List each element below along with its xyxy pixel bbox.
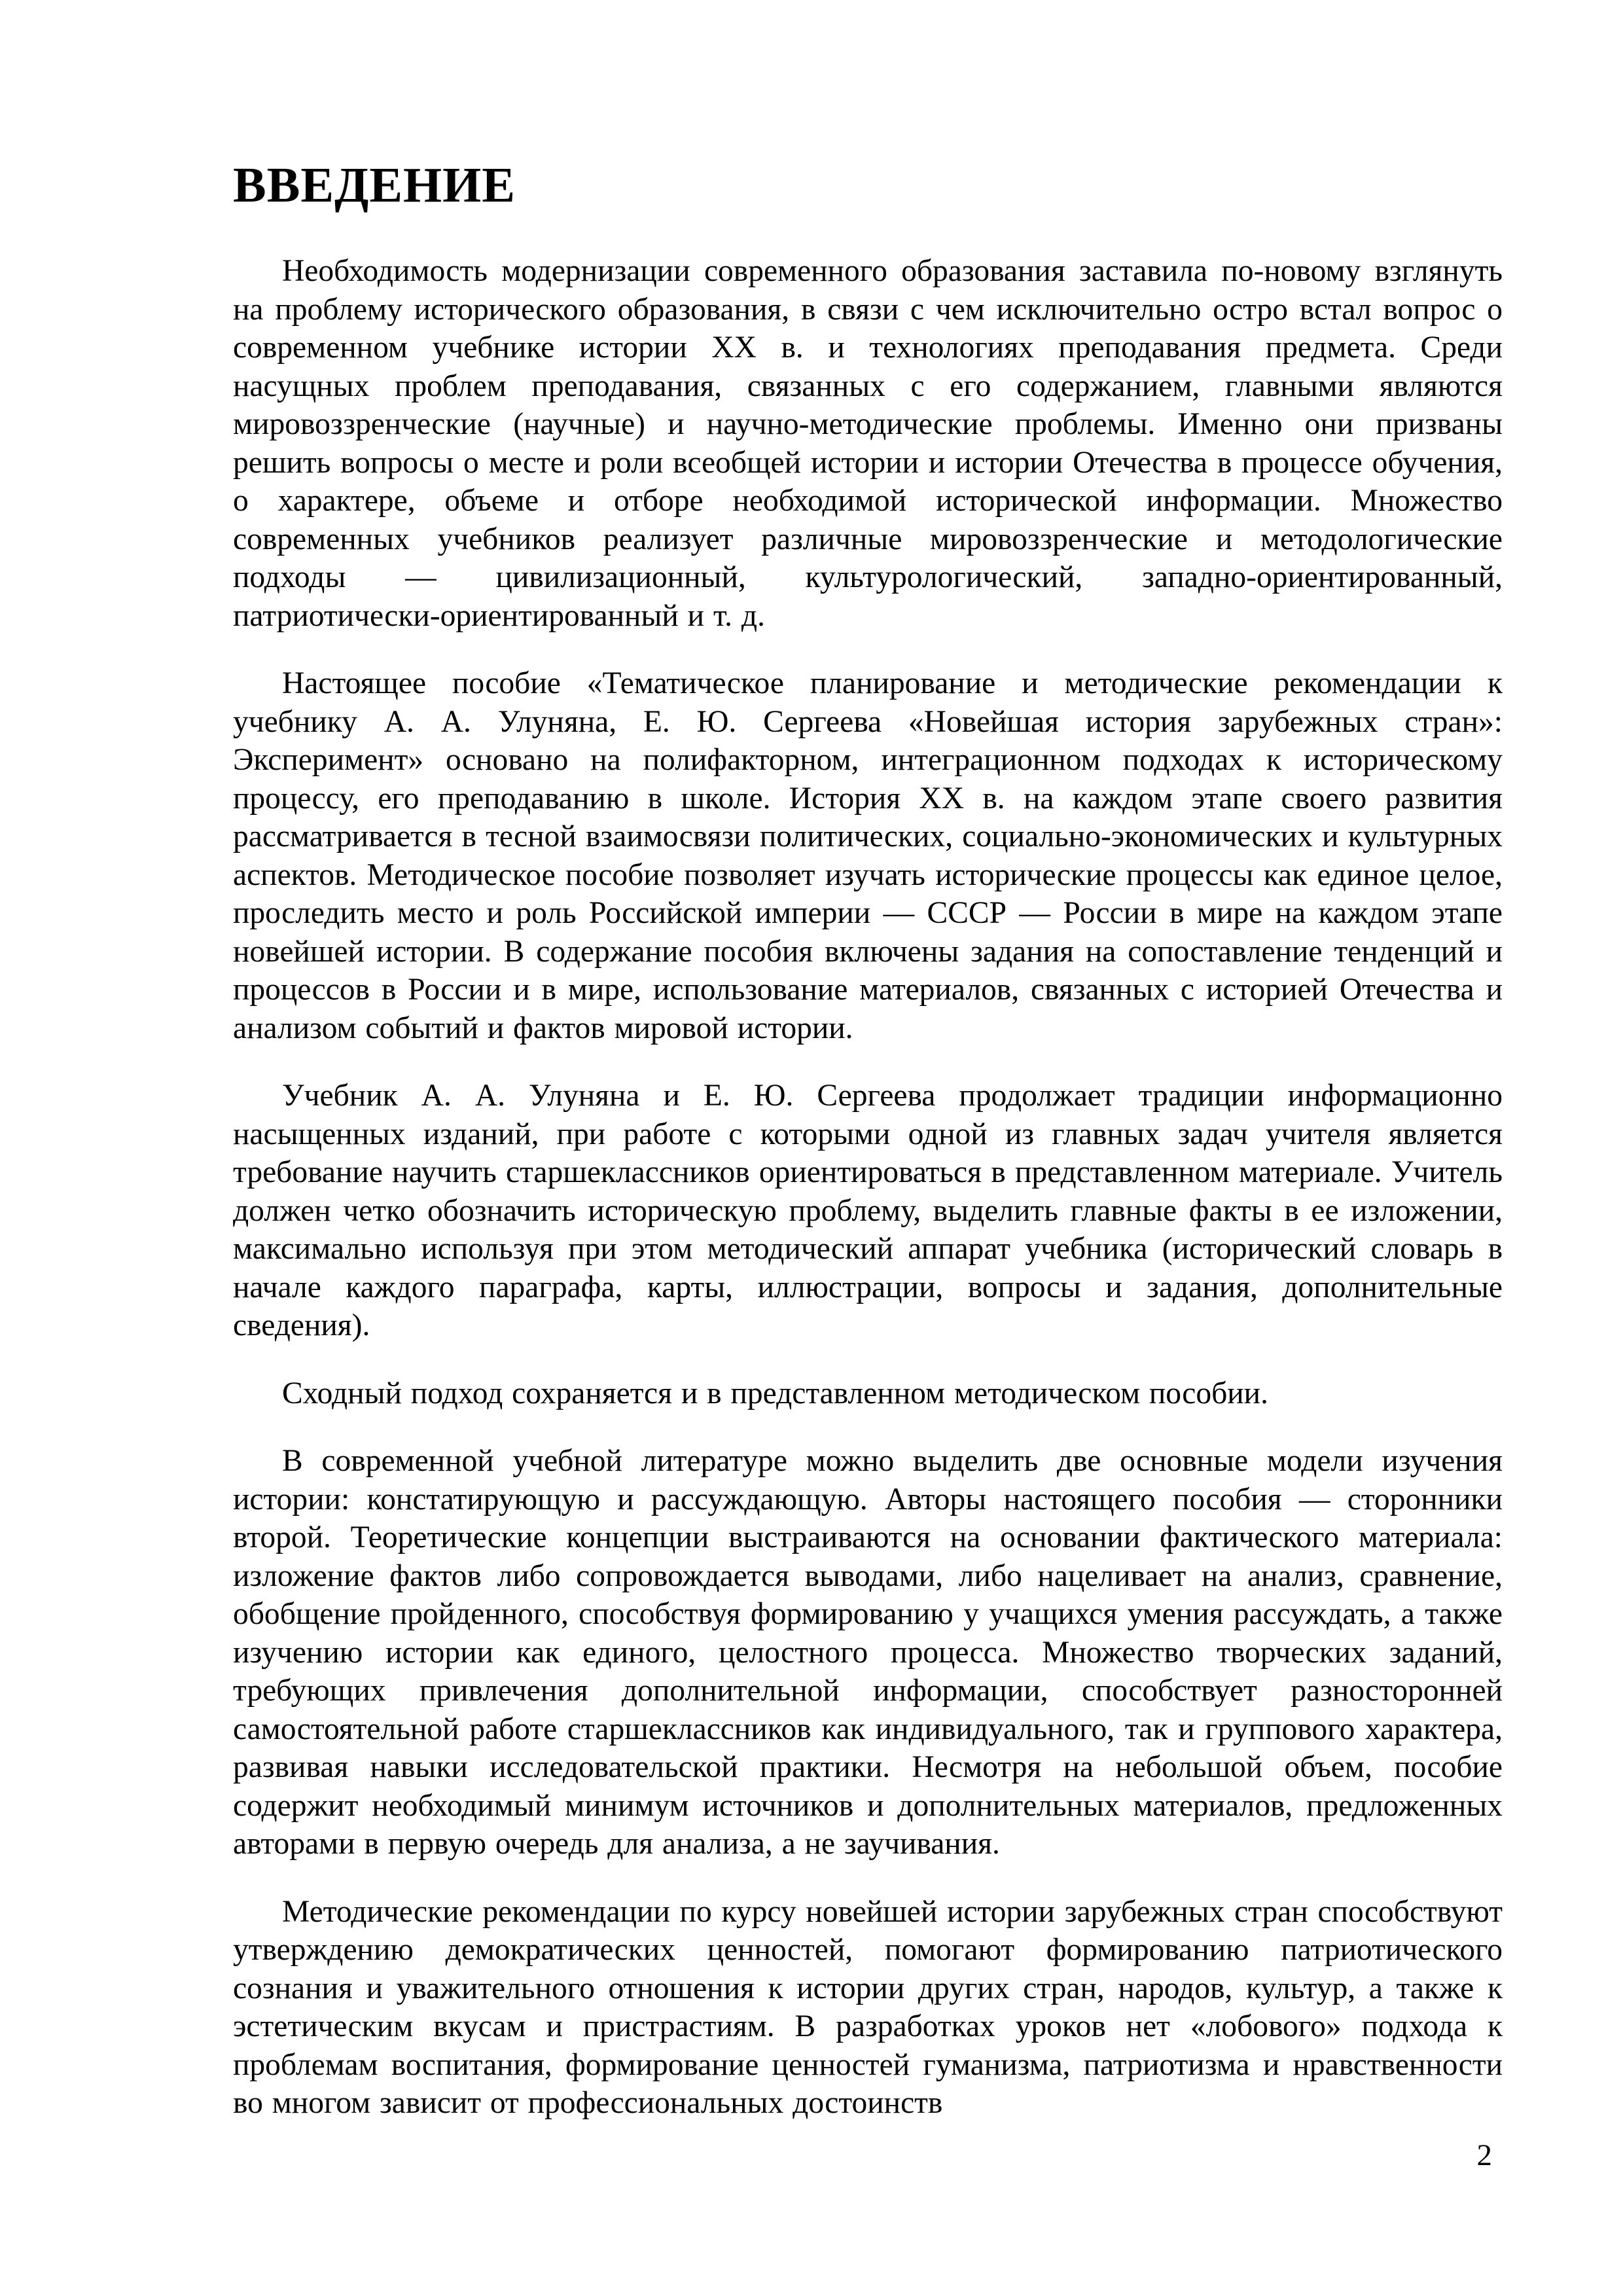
paragraph-3: Учебник А. А. Улуняна и Е. Ю. Сергеева продолжает традиции информационно насыщенных изданий, при работе с которыми одной из главных задач учителя является требование научить старшеклассников ориентироваться в представленном материале. Учитель должен четко обозначить историческую проблему, выделить главные факты в ее изложении, максимально используя при этом методический аппарат учебника (исторический словарь в начале каждого параграфа, карты, иллюстрации, вопросы и задания, дополнительные сведения). [233, 1079, 1503, 1342]
paragraph-4: Сходный подход сохраняется и в представленном методическом пособии. [282, 1376, 1268, 1410]
page-title: ВВЕДЕНИЕ [233, 158, 516, 213]
paragraph-6: Методические рекомендации по курсу новейшей истории зарубежных стран способствуют утверждению демократических ценностей, помогают формированию патриотического сознания и уважительного отношения к истории других стран, народов, культур, а также к эстетическим вкусам и пристрастиям. В разработках уроков нет «лобового» подхода к проблемам воспитания, формирование ценностей гуманизма, патриотизма и нравственности во многом зависит от профессиональных достоинств [233, 1894, 1503, 2120]
page-number: 2 [1476, 2138, 1492, 2172]
paragraph-5: В современной учебной литературе можно выделить две основные модели изучения истории: констатирующую и рассуждающую. Авторы настоящего пособия — сторонники второй. Теоретические концепции выстраиваются на основании фактического материала: изложение фактов либо сопровождается выводами, либо нацеливает на анализ, сравнение, обобщение пройденного, способствуя формированию у учащихся умения рассуждать, а также изучению истории как единого, целостного процесса. Множество творческих заданий, требующих привлечения дополнительной информации, способствует разносторонней самостоятельной работе старшеклассников как индивидуального, так и группового характера, развивая навыки исследовательской практики. Несмотря на небольшой объем, пособие содержит необходимый минимум источников и дополнительных материалов, предложенных авторами в первую очередь для анализа, а не заучивания. [233, 1444, 1503, 1861]
paragraph-2: Настоящее пособие «Тематическое планирование и методические рекомендации к учебнику А. А. Улуняна, Е. Ю. Сергеева «Новейшая история зарубежных стран»: Эксперимент» основано на полифакторном, интеграционном подходах к историческому процессу, его преподаванию в школе. История XX в. на каждом этапе своего развития рассматривается в тесной взаимосвязи политических, социально-экономических и культурных аспектов. Методическое пособие позволяет изучать исторические процессы как единое целое, проследить место и роль Российской империи — СССР — России в мире на каждом этапе новейшей истории. В содержание пособия включены задания на сопоставление тенденций и процессов в России и в мире, использование материалов, связанных с историей Отечества и анализом событий и фактов мировой истории. [233, 666, 1503, 1045]
paragraph-1: Необходимость модернизации современного образования заставила по-новому взглянуть на проблему исторического образования, в связи с чем исключительно остро встал вопрос о современном учебнике истории XX в. и технологиях преподавания предмета. Среди насущных проблем преподавания, связанных с его содержанием, главными являются мировоззренческие (научные) и научно-методические проблемы. Именно они призваны решить вопросы о месте и роли всеобщей истории и истории Отечества в процессе обучения, о характере, объеме и отборе необходимой исторической информации. Множество современных учебников реализует различные мировоззренческие и методологические подходы — цивилизационный, культурологический, западно-ориентированный, патриотически-ориентированный и т. д. [233, 254, 1503, 633]
body-text [233, 252, 1503, 2152]
